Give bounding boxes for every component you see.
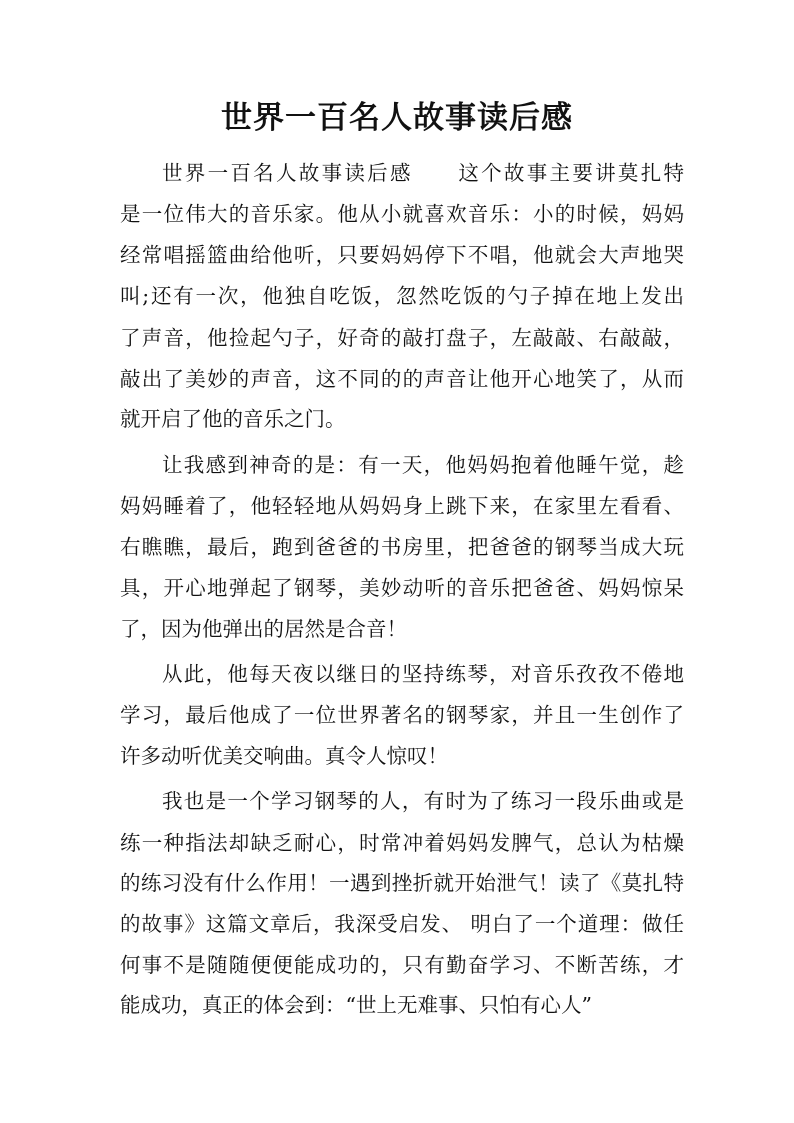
text-line: 的练习没有什么作用！一遇到挫折就开始泄气！读了《莫扎特 <box>120 871 684 895</box>
text-line: 世界一百名人故事读后感 这个故事主要讲莫扎特 <box>162 161 684 185</box>
text-line: 右瞧瞧，最后，跑到爸爸的书房里，把爸爸的钢琴当成大玩 <box>120 535 684 559</box>
text-line: 敲出了美妙的声音，这不同的的声音让他开心地笑了，从而 <box>120 367 684 391</box>
document-title: 世界一百名人故事读后感 <box>221 100 573 136</box>
text-line: 了，因为他弹出的居然是合音！ <box>120 617 407 641</box>
text-line: 许多动听优美交响曲。真令人惊叹！ <box>120 744 448 768</box>
text-line: 了声音，他捡起勺子，好奇的敲打盘子，左敲敲、右敲敲， <box>120 326 684 350</box>
text-line: 练一种指法却缺乏耐心，时常冲着妈妈发脾气，总认为枯燥 <box>120 831 684 855</box>
text-line: 何事不是随随便便能成功的，只有勤奋学习、不断苦练，才 <box>120 953 684 977</box>
text-line: 学习，最后他成了一位世界著名的钢琴家，并且一生创作了 <box>120 703 684 727</box>
text-line: 让我感到神奇的是：有一天，他妈妈抱着他睡午觉，趁 <box>162 453 684 477</box>
text-line: 是一位伟大的音乐家。他从小就喜欢音乐：小的时候，妈妈 <box>120 202 684 226</box>
text-line: 就开启了他的音乐之门。 <box>120 407 346 431</box>
text-line: 的故事》这篇文章后，我深受启发、 明白了一个道理：做任 <box>120 912 684 936</box>
text-line: 能成功，真正的体会到：“世上无难事、只怕有心人” <box>120 993 592 1017</box>
text-line: 叫;还有一次，他独自吃饭，忽然吃饭的勺子掉在地上发出 <box>120 284 684 308</box>
text-line: 我也是一个学习钢琴的人，有时为了练习一段乐曲或是 <box>162 789 684 813</box>
text-line: 经常唱摇篮曲给他听，只要妈妈停下不唱，他就会大声地哭 <box>120 243 684 267</box>
text-line: 从此，他每天夜以继日的坚持练琴，对音乐孜孜不倦地 <box>162 662 684 686</box>
text-line: 具，开心地弹起了钢琴，美妙动听的音乐把爸爸、妈妈惊呆 <box>120 576 684 600</box>
text-line: 妈妈睡着了，他轻轻地从妈妈身上跳下来，在家里左看看、 <box>120 494 684 518</box>
